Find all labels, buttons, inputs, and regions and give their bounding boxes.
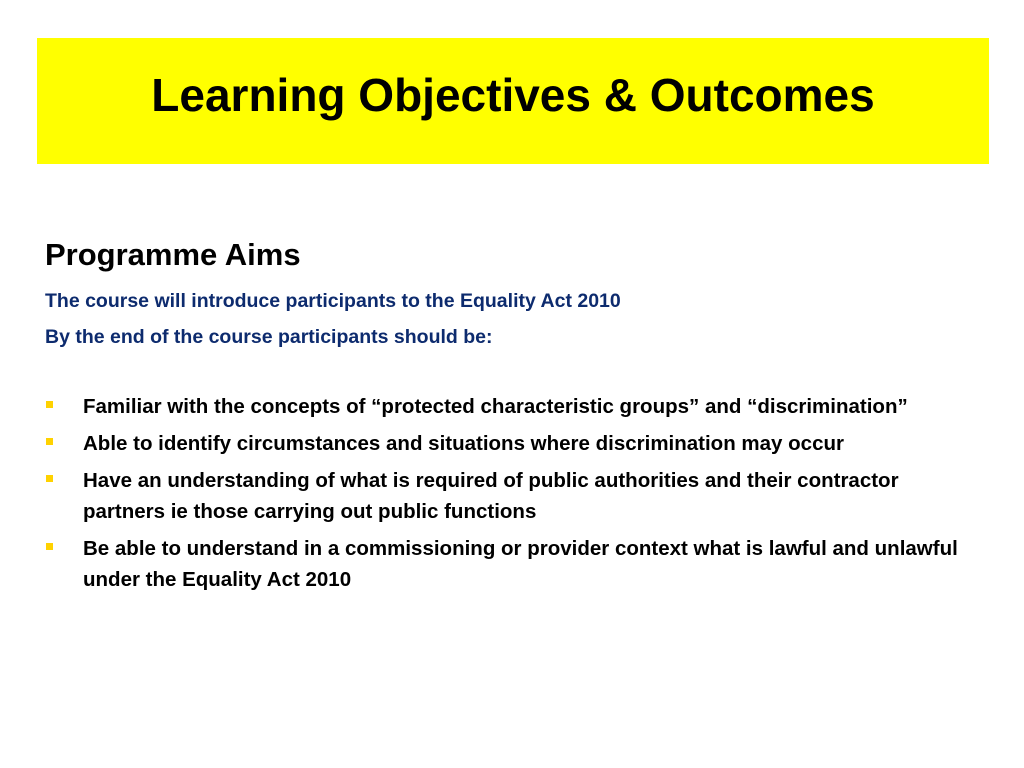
- intro-line: The course will introduce participants to the Equality Act 2010: [45, 290, 621, 312]
- list-item-text: Have an understanding of what is required of public authorities and their contractor partners ie those carrying out public functions: [83, 469, 899, 523]
- square-bullet-icon: [46, 438, 53, 445]
- list-item-text: Familiar with the concepts of “protected characteristic groups” and “discrimination”: [83, 395, 908, 418]
- slide-title: Learning Objectives & Outcomes: [151, 69, 875, 121]
- intro-line: By the end of the course participants should be:: [45, 326, 493, 348]
- list-item: [45, 391, 985, 422]
- list-item-text: Be able to understand in a commissioning or provider context what is lawful and unlawful under the Equality Act 2010: [83, 537, 958, 591]
- square-bullet-icon: [46, 543, 53, 550]
- title-banner: [37, 38, 989, 164]
- slide-content: [45, 234, 985, 601]
- square-bullet-icon: [46, 475, 53, 482]
- list-item: [45, 533, 985, 595]
- square-bullet-icon: [46, 401, 53, 408]
- list-item-text: Able to identify circumstances and situations where discrimination may occur: [83, 432, 844, 455]
- list-item: [45, 465, 985, 527]
- section-heading: Programme Aims: [45, 237, 301, 272]
- objectives-list: [45, 391, 985, 595]
- list-item: [45, 428, 985, 459]
